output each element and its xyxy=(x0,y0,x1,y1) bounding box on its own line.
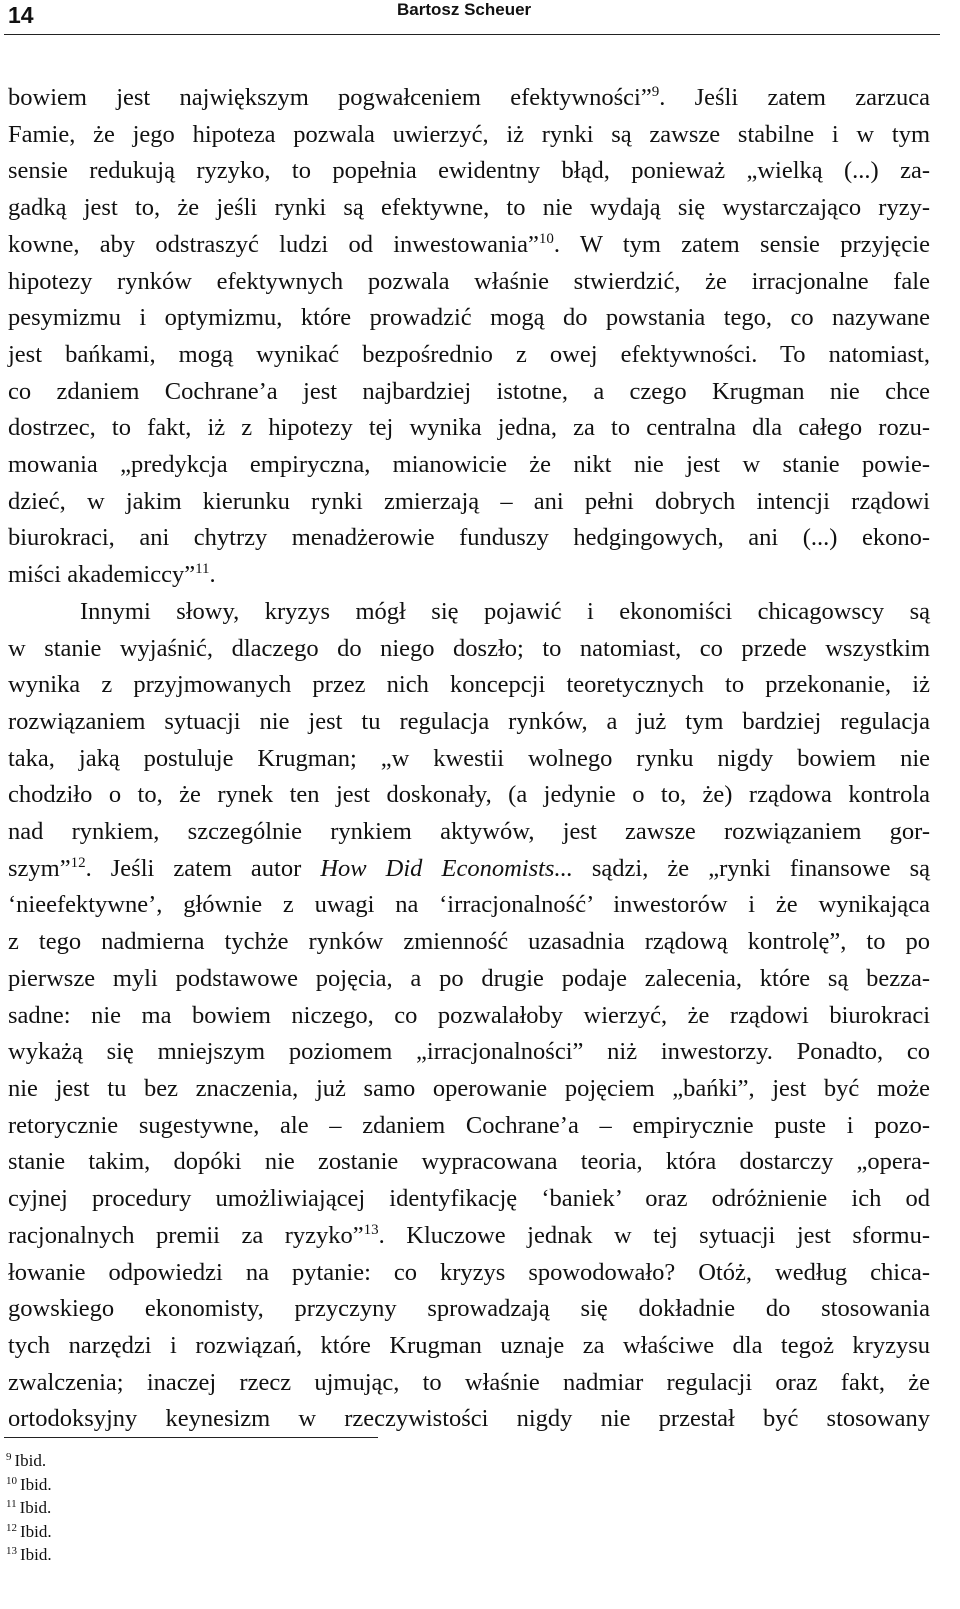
text-line xyxy=(8,741,930,778)
text-line xyxy=(8,998,930,1035)
footnote-number: 13 xyxy=(6,1545,17,1557)
text-line xyxy=(8,594,930,631)
line-text: cyjnej procedury umożliwiającej identyfikację ‘baniek’ oraz odróżnienie ich od xyxy=(8,1185,930,1213)
line-text: sądzi, że „rynki finansowe są xyxy=(572,854,931,882)
footnote-text: Ibid. xyxy=(14,1451,47,1470)
text-line xyxy=(8,1218,930,1255)
text-line xyxy=(8,410,930,447)
line-text: jest bańkami, mogą wynikać bezpośrednio z owej efektywności. To natomiast, xyxy=(8,340,930,368)
text-line xyxy=(8,484,930,521)
text-line xyxy=(8,851,930,888)
footnote-number: 9 xyxy=(6,1451,12,1463)
footnote xyxy=(6,1496,52,1520)
line-text: rozwiązaniem sytuacji nie jest tu regulacja rynków, a już tym bardziej regulacja xyxy=(8,707,930,735)
line-text: dzieć, w jakim kierunku rynki zmierzają – ani pełni dobrych intencji rządowi xyxy=(8,487,930,515)
text-line xyxy=(8,557,930,594)
line-text: Innymi słowy, kryzys mógł się pojawić i ekonomiści chicagowscy są xyxy=(80,597,930,625)
text-line xyxy=(8,264,930,301)
footnote-text: Ibid. xyxy=(20,1545,52,1564)
footnote-separator xyxy=(4,1437,378,1438)
line-text: . Jeśli zatem zarzuca xyxy=(659,84,930,111)
line-text: zwalczenia; inaczej rzecz ujmując, to właśnie nadmiar regulacji oraz fakt, że xyxy=(8,1368,930,1396)
footnote-number: 10 xyxy=(6,1474,17,1487)
line-text: sadne: nie ma bowiem niczego, co pozwalałoby wierzyć, że rządowi biurokraci xyxy=(8,1001,930,1029)
body-text xyxy=(8,80,930,1438)
text-line xyxy=(8,117,930,154)
line-text: mowania „predykcja empiryczna, mianowicie że nikt nie jest w stanie powie- xyxy=(8,451,930,479)
line-text: pierwsze myli podstawowe pojęcia, a po drugie podaje zalecenia, które są bezza- xyxy=(8,964,930,992)
line-text: szym” xyxy=(8,854,71,882)
line-text: gowskiego ekonomisty, przyczyny sprowadzają się dokładnie do stosowania xyxy=(8,1295,930,1323)
line-text: z tego nadmierna tychże rynków zmienność uzasadnia rządową kontrolę”, to po xyxy=(8,928,930,956)
line-text: łowanie odpowiedzi na pytanie: co kryzys spowodowało? Otóż, według chica- xyxy=(8,1258,930,1286)
line-text: . W tym zatem sensie przyjęcie xyxy=(553,230,930,258)
text-line xyxy=(8,961,930,998)
text-line xyxy=(8,80,930,117)
line-text: tych narzędzi i rozwiązań, które Krugman uznaje za właściwe dla tegoż kryzysu xyxy=(8,1331,930,1359)
line-text: bowiem jest największym pogwałceniem efektywności” xyxy=(8,84,652,111)
text-line xyxy=(8,190,930,227)
line-text: ortodoksyjny keynesizm w rzeczywistości nigdy nie przestał być stosowany xyxy=(8,1405,930,1433)
text-line xyxy=(8,777,930,814)
line-text: kowne, aby odstraszyć ludzi od inwestowania” xyxy=(8,230,539,258)
line-text: miści akademiccy” xyxy=(8,561,196,589)
text-line xyxy=(8,447,930,484)
book-title: How Did Economists... xyxy=(320,854,573,882)
line-text: retorycznie sugestywne, ale – zdaniem Cochrane’a – empirycznie puste i pozo- xyxy=(8,1111,930,1139)
line-text: nad rynkiem, szczególnie rynkiem aktywów, jest zawsze rozwiązaniem gor- xyxy=(8,818,930,846)
text-line xyxy=(8,1144,930,1181)
footnote-number: 12 xyxy=(6,1521,17,1534)
line-text: wynika z przyjmowanych przez nich koncepcji teoretycznych to przekonanie, iż xyxy=(8,671,930,699)
running-head-author: Bartosz Scheuer xyxy=(397,0,532,19)
text-line xyxy=(8,374,930,411)
line-text: . xyxy=(209,561,216,589)
text-line xyxy=(8,814,930,851)
text-line xyxy=(8,667,930,704)
text-line xyxy=(8,1365,930,1402)
line-text: hipotezy rynków efektywnych pozwala właśnie stwierdzić, że irracjonalne fale xyxy=(8,267,930,295)
line-text: taka, jaką postuluje Krugman; „w kwestii wolnego rynku nigdy bowiem nie xyxy=(8,744,930,772)
text-line xyxy=(8,704,930,741)
text-line xyxy=(8,631,930,668)
text-line xyxy=(8,1328,930,1365)
footnote-ref: 10 xyxy=(538,230,554,247)
line-text: biurokraci, ani chytrzy menadżerowie funduszy hedgingowych, ani (...) ekono- xyxy=(8,524,930,552)
text-line xyxy=(8,1181,930,1218)
text-line xyxy=(8,887,930,924)
text-line xyxy=(8,300,930,337)
text-line xyxy=(8,1255,930,1292)
line-text: chodziło o to, że rynek ten jest doskonały, (a jedynie o to, że) rządowa kontrola xyxy=(8,781,930,809)
line-text: sensie redukują ryzyko, to popełnia ewidentny błąd, ponieważ „wielką (...) za- xyxy=(8,157,930,185)
line-text: wykażą się mniejszym poziomem „irracjonalności” niż inwestorzy. Ponadto, co xyxy=(8,1038,930,1066)
text-line xyxy=(8,1291,930,1328)
line-text: Famie, że jego hipoteza pozwala uwierzyć, iż rynki są zawsze stabilne i w tym xyxy=(8,120,930,148)
footnote-ref: 12 xyxy=(70,854,86,871)
text-line xyxy=(8,1034,930,1071)
line-text: stanie takim, dopóki nie zostanie wypracowana teoria, która dostarczy „opera- xyxy=(8,1148,930,1176)
footnote-ref: 11 xyxy=(195,561,210,578)
line-text: . Kluczowe jednak w tej sytuacji jest sformu- xyxy=(378,1221,930,1249)
footnote-text: Ibid. xyxy=(20,1521,52,1541)
line-text: ‘nieefektywne’, głównie z uwagi na ‘irracjonalność’ inwestorów i że wynikająca xyxy=(8,891,930,919)
text-line xyxy=(8,227,930,264)
page-number: 14 xyxy=(8,2,34,28)
text-line xyxy=(8,520,930,557)
line-text: co zdaniem Cochrane’a jest najbardziej istotne, a czego Krugman nie chce xyxy=(8,377,930,405)
footnote-number: 11 xyxy=(6,1498,17,1510)
footnote-ref: 13 xyxy=(363,1221,379,1238)
text-line xyxy=(8,1071,930,1108)
line-text: nie jest tu bez znaczenia, już samo operowanie pojęciem „bańki”, jest być może xyxy=(8,1074,930,1102)
line-text: racjonalnych premii za ryzyko” xyxy=(8,1221,364,1249)
footnote xyxy=(6,1449,52,1473)
line-text: dostrzec, to fakt, iż z hipotezy tej wynika jedna, za to centralna dla całego rozu- xyxy=(8,414,930,442)
line-text: pesymizmu i optymizmu, które prowadzić mogą do powstania tego, co nazywane xyxy=(8,304,930,332)
footnote-text: Ibid. xyxy=(19,1498,52,1517)
footnote xyxy=(6,1520,52,1544)
line-text: gadką jest to, że jeśli rynki są efektywne, to nie wydają się wystarczająco ryzy- xyxy=(8,194,930,222)
text-line xyxy=(8,1108,930,1145)
footnote xyxy=(6,1543,52,1567)
text-line xyxy=(8,924,930,961)
text-line xyxy=(8,153,930,190)
line-text: w stanie wyjaśnić, dlaczego do niego doszło; to natomiast, co przede wszystkim xyxy=(8,634,930,662)
text-line xyxy=(8,337,930,374)
text-line xyxy=(8,1401,930,1438)
footnote xyxy=(6,1473,52,1497)
line-text: . Jeśli zatem autor xyxy=(85,854,321,882)
running-header xyxy=(4,0,940,35)
footnotes xyxy=(6,1449,52,1567)
footnote-text: Ibid. xyxy=(20,1474,52,1494)
footnote-ref: 9 xyxy=(651,84,660,100)
